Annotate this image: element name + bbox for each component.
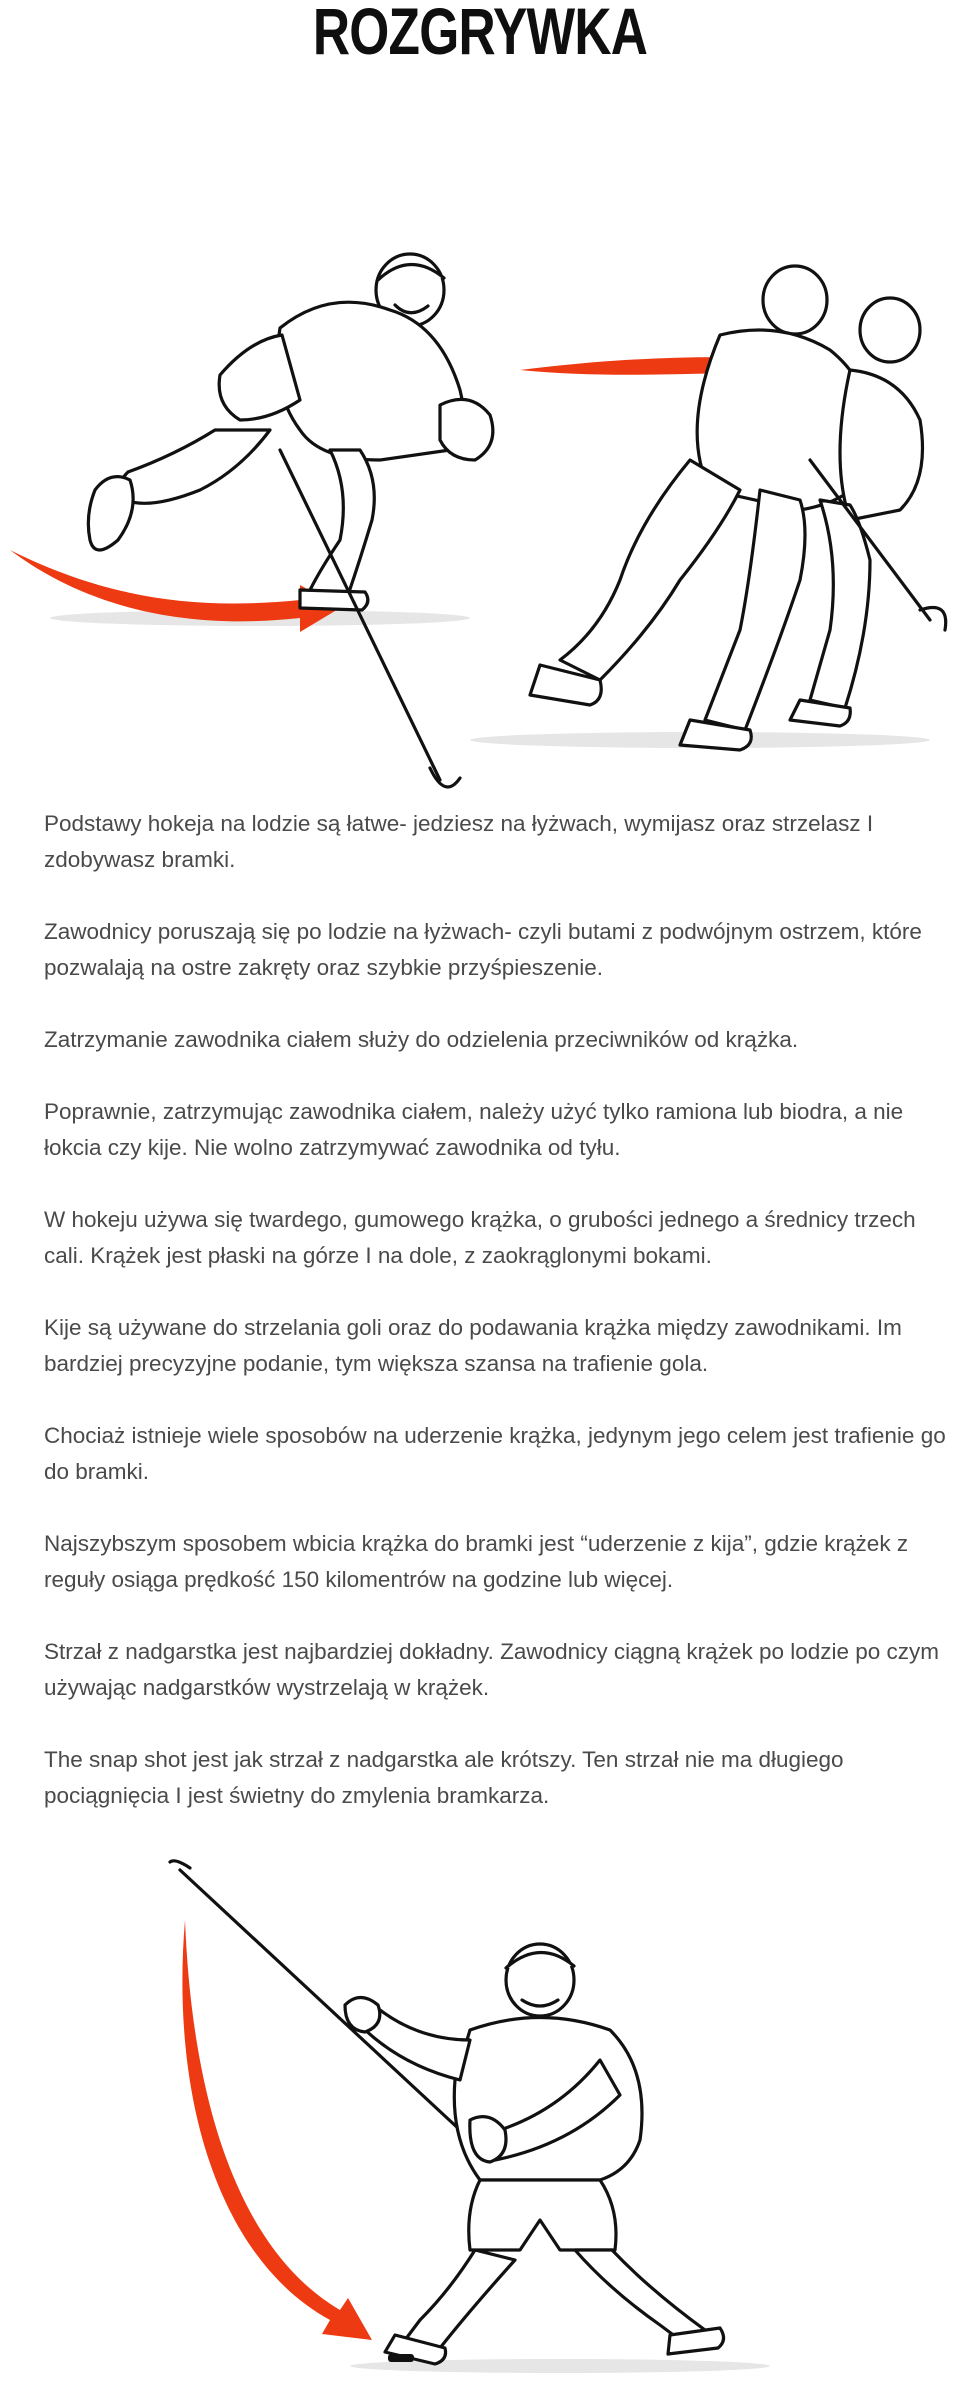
page-title: ROZGRYWKA [312, 0, 648, 68]
article-body [44, 806, 949, 1850]
paragraph: The snap shot jest jak strzał z nadgarstka ale krótszy. Ten strzał nie ma długiego pociągnięcia I jest świetny do zmylenia bramkarza. [44, 1747, 844, 1808]
paragraph: Najszybszym sposobem wbicia krążka do bramki jest “uderzenie z kija”, gdzie krążek z reguły osiąga prędkość 150 kilomentrów na godzine lub więcej. [44, 1531, 909, 1592]
paragraph: Strzał z nadgarstka jest najbardziej dokładny. Zawodnicy ciągną krążek po lodzie po czym używając nadgarstków wystrzelają w krążek. [44, 1639, 940, 1700]
hockey-player-slap-shot-illustration [0, 1840, 960, 2390]
paragraph: Kije są używane do strzelania goli oraz do podawania krążka między zawodnikami. Im bardziej precyzyjne podanie, tym większa szansa na trafienie gola. [44, 1315, 902, 1376]
paragraph: Chociaż istnieje wiele sposobów na uderzenie krążka, jedynym jego celem jest trafienie go do bramki. [44, 1423, 946, 1484]
hockey-players-body-check-illustration [0, 160, 960, 810]
paragraph: Poprawnie, zatrzymując zawodnika ciałem, należy użyć tylko ramiona lub biodra, a nie łokcia czy kije. Nie wolno zatrzymywać zawodnika od tyłu. [44, 1099, 904, 1160]
paragraph: W hokeju używa się twardego, gumowego krążka, o grubości jednego a średnicy trzech cali. Krążek jest płaski na górze I na dole, z zaokrąglonymi bokami. [44, 1207, 916, 1268]
paragraph: Zatrzymanie zawodnika ciałem służy do odzielenia przeciwników od krążka. [44, 1027, 799, 1052]
paragraph: Podstawy hokeja na lodzie są łatwe- jedziesz na łyżwach, wymijasz oraz strzelasz I zdobywasz bramki. [44, 811, 874, 872]
paragraph: Zawodnicy poruszają się po lodzie na łyżwach- czyli butami z podwójnym ostrzem, które pozwalają na ostre zakręty oraz szybkie przyśpieszenie. [44, 919, 922, 980]
